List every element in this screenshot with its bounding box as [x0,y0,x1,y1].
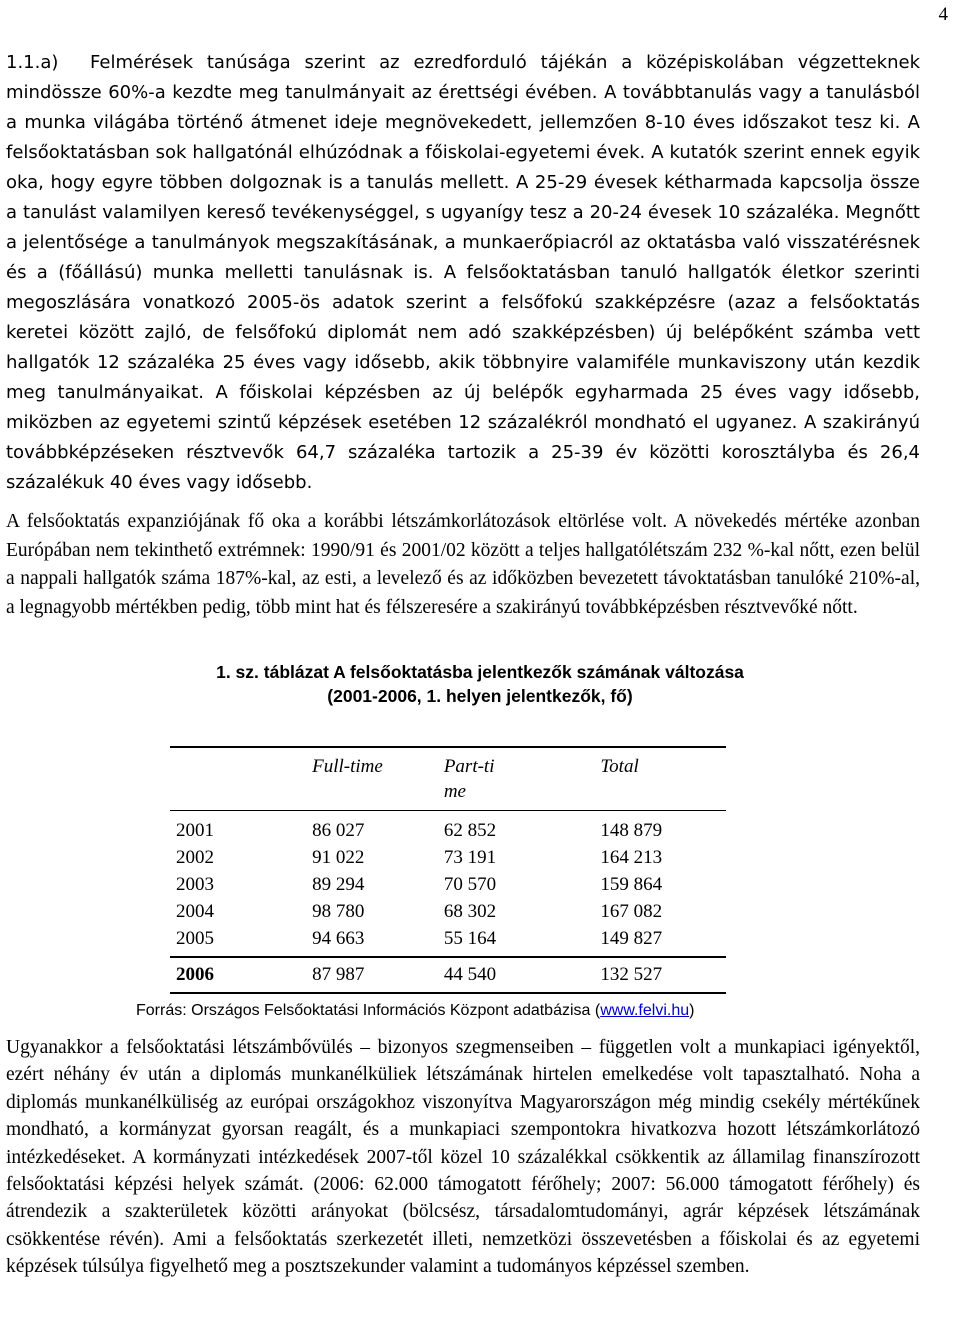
cell-total: 148 879 [600,820,663,841]
cell-full-time: 94 663 [312,928,365,949]
cell-part-time: 73 191 [443,847,497,868]
page-number: 4 [938,4,948,25]
paragraph-expansion: A felsőoktatás expanziójának fő oka a korábbi létszámkorlátozások eltörlése volt. A növekedés mértéke azonban Európában nem tekinthető extrémnek: 1990/91 és 2001/02 között a teljes hallgatólétszám 232 %-kal nőtt, ezen belül a nappali hallgatók száma 187%-kal, az esti, a levelező és az időközben bevezetett távoktatásban tanulóké 210%-al, a legnagyobb mértékben pedig, több mint hat és félszeresére a szakirányú továbbképzésben résztvevőké nőtt. [6,511,920,618]
table-source-note [136,1000,694,1022]
cell-part-time: 70 570 [443,874,497,895]
cell-year: 2005 [176,928,214,949]
cell-full-time: 98 780 [312,901,365,922]
header-total: Total [600,756,639,777]
cell-year: 2002 [176,847,214,868]
table-caption-title: 1. sz. táblázat A felsőoktatásba jelentkezők számának változása [216,662,744,682]
header-empty [170,747,278,811]
applicants-table-container [170,746,730,994]
source-suffix: ) [689,1002,695,1019]
cell-total: 149 827 [600,928,663,949]
paragraph-labour-market: Ugyanakkor a felsőoktatási létszámbővülés – bizonyos szegmenseiben – független volt a munkapiaci igényektől, ezért néhány év után a diplomás munkanélküliek létszámának hirtelen emelkedése volt tapasztalható. Noha a diplomás munkanélküliség az európai országokhoz viszonyítva Magyarországon még mindig csekély mértékűnek mondható, a kormányzat gyorsan reagált, és a munkapiaci szempontokra hivatkozva hozott létszámkorlátozó intézkedéseket. A kormányzati intézkedések 2007-től közel 10 százalékkal csökkentik az államilag finanszírozott felsőoktatási képzési helyek számát. (2006: 62.000 támogatott férőhely; 2007: 56.000 támogatott férőhely) és átrendezik a szakterületek közötti arányokat (bölcsész, társadalomtudományi, agrár képzések létszámának csökkentése révén). Ami a felsőoktatás szerkezetét illeti, nemzetközi összevetésben a főiskolai és az egyetemi képzések túlsúlya figyelhető meg a posztszekunder valamint a tudományos képzéssel szemben. [6,1037,920,1278]
cell-full-time: 91 022 [312,847,365,868]
paragraph-intro-body: mindössze 60%-a kezdte meg tanulmányait az érettségi évében. A továbbtanulás vagy a tanulásból a munka világába történő átmenet ideje megnövekedett, jellemzően 8-10 éves időszakot tesz ki. A felsőoktatásban sok hallgatónál elhúzódnak a főiskolai-egyetemi évek. A kutatók szerint ennek egyik oka, hogy egyre többen dolgoznak is a tanulás mellett. A 25-29 évesek kétharmada kapcsolja össze a tanulást valamilyen kereső tevékenységgel, s ugyanígy tesz a 20-24 évesek 10 százaléka. Megnőtt a jelentősége a tanulmányok megszakításának, a munkaerőpiacról az oktatásba való visszatérésnek és a (főállású) munka melletti tanulásnak is. A felsőoktatásban tanuló hallgatók életkor szerinti megoszlására vonatkozó 2005-ös adatok szerint a felsőfokú szakképzésre (azaz a felsőoktatás keretei között zajló, de felsőfokú diplomát nem adó szakképzésben) új belépőként számba vett hallgatók 12 százaléka 25 éves vagy idősebb, akik többnyire valamiféle munkaviszony után kezdik meg tanulmányaikat. A főiskolai képzésben az új belépők egyharmada 25 éves vagy idősebb, miközben az egyetemi szintű képzések esetében 12 százalékról mondható el ugyanez. A szakirányú továbbképzéseken résztvevők 64,7 százaléka tartozik a 25-39 év közötti korosztályba és 26,4 százalékuk 40 éves vagy idősebb. [6,82,920,493]
cell-total: 164 213 [600,847,663,868]
cell-part-time: 55 164 [443,928,497,949]
cell-year: 2004 [176,901,214,922]
cell-part-time: 68 302 [443,901,497,922]
source-link[interactable]: www.felvi.hu [600,1002,690,1019]
table-row-highlighted [170,957,726,993]
table-header-row [170,747,726,811]
header-part-time-label: Part-time [443,756,495,802]
table-row [170,925,726,957]
paragraph-intro-first-line [6,48,920,78]
cell-part-time: 44 540 [443,963,497,985]
applicants-table [170,746,726,994]
cell-total: 159 864 [600,874,663,895]
source-prefix: Forrás: Országos Felsőoktatási Információs Központ adatbázisa ( [136,1002,601,1019]
cell-year: 2003 [176,874,214,895]
cell-total: 132 527 [600,963,663,985]
cell-year: 2006 [176,963,214,985]
table-row [170,844,726,871]
table-row [170,898,726,925]
table-row [170,871,726,898]
cell-year: 2001 [176,820,214,841]
section-number: 1.1.a) [6,52,59,73]
header-part-time [430,747,567,811]
paragraph-intro [6,48,920,498]
cell-part-time: 62 852 [443,820,497,841]
cell-total: 167 082 [600,901,663,922]
cell-full-time: 89 294 [312,874,365,895]
table-caption-subtitle: (2001-2006, 1. helyen jelentkezők, fő) [327,686,633,706]
table-row [170,811,726,845]
paragraph-intro-lead: Felmérések tanúsága szerint az ezredforduló tájékán a középiskolában végzetteknek [90,52,920,73]
cell-full-time: 87 987 [312,963,365,985]
cell-full-time: 86 027 [312,820,365,841]
header-full-time: Full-time [312,756,383,777]
table-caption [0,660,960,708]
